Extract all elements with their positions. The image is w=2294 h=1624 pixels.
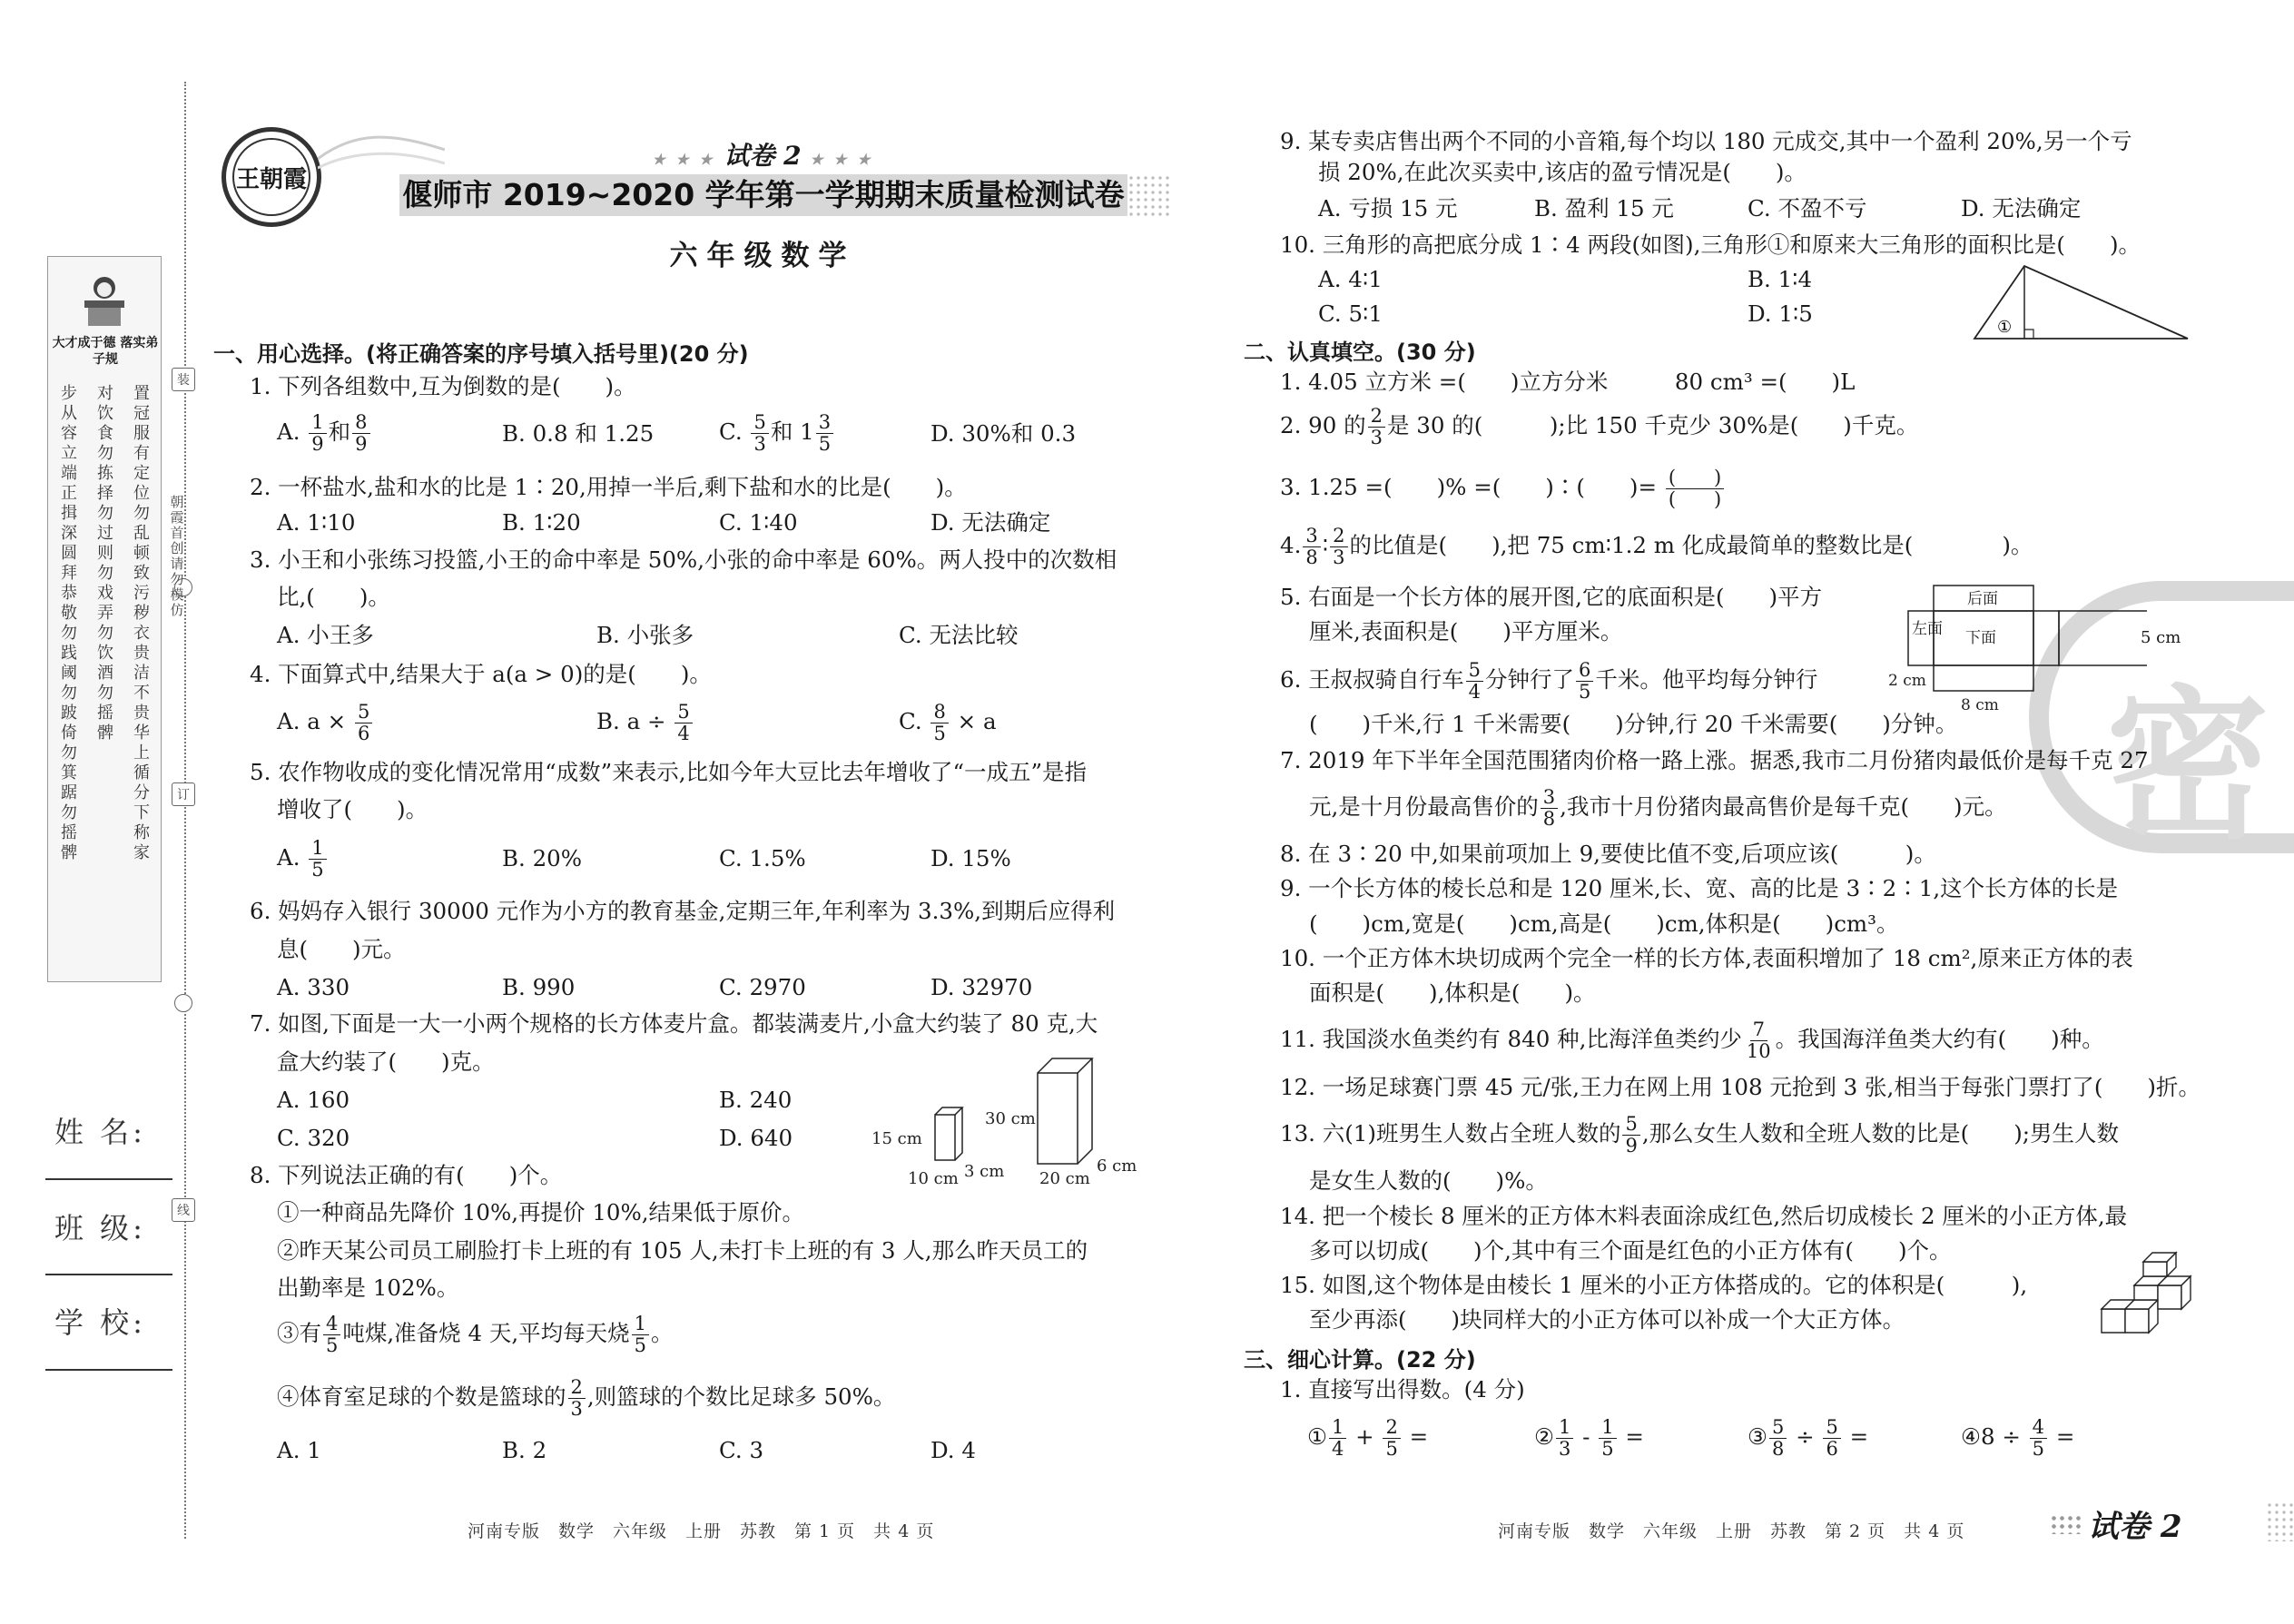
calc-1-item-b [1534, 1418, 1644, 1459]
item-label: ② [1534, 1423, 1554, 1450]
exam-subtitle: 六年级数学 [669, 240, 856, 272]
small-box-height: 15 cm [871, 1129, 922, 1148]
cube-face [2102, 1309, 2125, 1333]
fill-text: ∶ [1322, 532, 1329, 558]
fill-14-line-1: 14. 把一个棱长 8 厘米的正方体木料表面涂成红色,然后切成棱长 2 厘米的小正方体,最 [1280, 1203, 2128, 1229]
q2-option-d: D. 无法确定 [930, 509, 1051, 536]
fraction [1329, 1418, 1346, 1459]
q2-option-b: B. 1∶20 [502, 509, 581, 536]
ribbon-decoration [318, 123, 445, 177]
big-box-width: 20 cm [1039, 1169, 1090, 1188]
cube-face [2143, 1262, 2167, 1276]
denominator: 4 [1468, 681, 1482, 703]
fraction [1330, 527, 1347, 567]
fraction [309, 839, 326, 880]
fraction [816, 413, 833, 454]
q9-option-d: D. 无法确定 [1961, 195, 2082, 221]
fill-2 [1280, 407, 1918, 448]
option-text: 和 1 [770, 418, 814, 445]
section-3-title: 三、细心计算。(22 分) [1244, 1347, 1476, 1373]
fraction [1303, 527, 1320, 567]
calc-1: 1. 直接写出得数。(4 分) [1280, 1376, 1525, 1403]
big-box-top [1038, 1058, 1092, 1073]
q1-option-b: B. 0.8 和 1.25 [502, 420, 655, 447]
net-front-face [1934, 665, 2033, 691]
fill-text: 是 30 的( );比 150 千克少 30%是( )千克。 [1387, 412, 1919, 438]
equals: = [1849, 1423, 1869, 1450]
small-box-depth: 3 cm [964, 1162, 1005, 1181]
q2-option-a: A. 1∶10 [277, 509, 356, 536]
q3-option-a: A. 小王多 [277, 622, 374, 648]
question-6-line-1: 6. 妈妈存入银行 30000 元作为小方的教育基金,定期三年,年利率为 3.3%,到期后应得利 [250, 898, 1116, 924]
item-label: ① [1307, 1423, 1327, 1450]
section-1-title: 一、用心选择。(将正确答案的序号填入括号里)(20 分) [213, 341, 749, 367]
fraction [632, 1314, 649, 1355]
fraction [1368, 407, 1385, 448]
fraction [1622, 1115, 1639, 1156]
q3-option-c: C. 无法比较 [899, 622, 1019, 648]
fraction [1556, 1418, 1573, 1459]
numerator: 1 [1599, 1418, 1616, 1439]
option-text: × a [957, 708, 997, 734]
fraction [2030, 1418, 2047, 1459]
numerator: 8 [352, 413, 369, 434]
numerator: 4 [2030, 1418, 2047, 1439]
motto-column-2: 对饮食勿拣择勿过则勿戏弄勿饮酒勿摇髀 [97, 384, 113, 743]
fill-4 [1280, 527, 2033, 567]
fraction [568, 1378, 586, 1419]
fill-text: 4. [1280, 532, 1302, 558]
question-5-line-2: 增收了( )。 [277, 796, 428, 822]
q1-option-d: D. 30%和 0.3 [930, 420, 1077, 447]
fill-text: 分钟行了 [1485, 666, 1575, 693]
fill-7-line-1: 7. 2019 年下半年全国范围猪肉价格一路上涨。据悉,我市二月份猪肉最低价是每千克 27 [1280, 747, 2149, 773]
fill-9-line-1: 9. 一个长方体的棱长总和是 120 厘米,长、宽、高的比是 3∶2∶1,这个长方体的长是 [1280, 875, 2119, 901]
denominator: 9 [355, 433, 368, 455]
question-2: 2. 一杯盐水,盐和水的比是 1∶20,用掉一半后,剩下盐和水的比是( )。 [250, 474, 967, 500]
fill-3 [1280, 468, 1726, 509]
small-box-front [935, 1115, 955, 1160]
seal-watermark-char: 密 [2106, 670, 2270, 861]
fill-13-line-1 [1280, 1115, 2119, 1156]
question-4: 4. 下面算式中,结果大于 a(a > 0)的是( )。 [250, 661, 712, 687]
statement-text: ④体育室足球的个数是篮球的 [277, 1383, 566, 1410]
cuboid-net-figure [1884, 581, 2147, 717]
numerator-blank[interactable]: ( ) [1666, 468, 1724, 489]
denominator: 6 [358, 723, 370, 744]
stacked-cubes-figure [2097, 1245, 2201, 1345]
q9-option-c: C. 不盈不亏 [1748, 195, 1867, 221]
paper-label-footer: 试卷 2 [2088, 1509, 2182, 1545]
motto-column-3: 置冠服有定位勿乱顿致污秽衣贵洁不贵华上循分下称家 [133, 384, 150, 862]
fill-10-line-2: 面积是( ),体积是( )。 [1309, 979, 1596, 1006]
denominator: 5 [818, 433, 832, 455]
q8-statement-1: ①一种商品先降价 10%,再提价 10%,结果低于原价。 [277, 1199, 805, 1225]
net-width-label: 8 cm [1961, 696, 1999, 714]
option-text: A. a × [277, 708, 347, 734]
cube-face [2125, 1309, 2149, 1333]
q8-statement-4 [277, 1378, 895, 1419]
q10-option-b: B. 1∶4 [1748, 266, 1813, 292]
fraction [309, 413, 326, 454]
q4-option-b [596, 703, 694, 743]
fraction [1599, 1418, 1616, 1459]
calc-1-item-c [1748, 1418, 1868, 1459]
fill-9-line-2: ( )cm,宽是( )cm,高是( )cm,体积是( )cm³。 [1309, 910, 1899, 937]
net-right-face [2033, 611, 2059, 665]
option-label: C. [719, 418, 743, 445]
fraction [1383, 1418, 1400, 1459]
denominator: 5 [1385, 1438, 1398, 1460]
numerator: 1 [309, 839, 326, 860]
equals: = [2055, 1423, 2075, 1450]
statement-text: ③有 [277, 1320, 321, 1346]
numerator: 1 [1556, 1418, 1573, 1439]
question-3-line-1: 3. 小王和小张练习投篮,小王的命中率是 50%,小张的命中率是 60%。两人投中的次数相 [250, 546, 1117, 573]
q5-option-a [277, 839, 329, 880]
denominator: 5 [1601, 1438, 1614, 1460]
statement-text: 。 [651, 1320, 674, 1346]
fraction [323, 1314, 340, 1355]
fraction [352, 413, 369, 454]
cut-mark-zhuang [172, 368, 195, 391]
calc-1-item-a [1307, 1418, 1428, 1459]
question-7-line-2: 盒大约装了( )克。 [277, 1048, 495, 1075]
item-label: ③ [1748, 1423, 1767, 1450]
net-back-label: 后面 [1967, 590, 1998, 608]
fill-text: 3. 1.25 =( )% =( )∶( )= [1280, 474, 1658, 500]
denominator: 5 [1579, 681, 1591, 703]
numerator: 7 [1750, 1020, 1767, 1041]
fraction [751, 413, 768, 454]
numerator: 6 [1576, 661, 1593, 682]
copyright-note: 朝霞首创 请勿模仿 [170, 494, 184, 618]
cereal-box-figure [862, 1053, 1153, 1189]
q3-option-b: B. 小张多 [596, 622, 694, 648]
question-9-line-2: 损 20%,在此次买卖中,该店的盈亏情况是( )。 [1318, 159, 1807, 185]
numerator: 5 [1622, 1115, 1639, 1136]
option-label: C. [899, 708, 922, 734]
question-7-line-1: 7. 如图,下面是一大一小两个规格的长方体麦片盒。都装满麦片,小盒大约装了 80 克,大 [250, 1010, 1098, 1037]
right-angle-mark [2024, 330, 2033, 339]
question-8: 8. 下列说法正确的有( )个。 [250, 1162, 563, 1188]
fill-text: 千米。他平均每分钟行 [1595, 666, 1818, 693]
numerator: 5 [355, 703, 372, 723]
q2-option-c: C. 1∶40 [719, 509, 798, 536]
motto-column-1: 步从容立端正揖深圆拜恭敬勿践阈勿跛倚勿箕踞勿摇髀 [61, 384, 77, 862]
fill-13-line-2: 是女生人数的( )%。 [1309, 1167, 1548, 1194]
fill-text: 元,是十月份最高售价的 [1309, 793, 1539, 820]
q10-option-a: A. 4∶1 [1318, 266, 1383, 292]
net-left-label: 左面 [1912, 620, 1943, 638]
fraction [1466, 661, 1483, 702]
denominator: 8 [1771, 1438, 1785, 1460]
big-box-side [1078, 1058, 1092, 1164]
question-9-line-1: 9. 某专卖店售出两个不同的小音箱,每个均以 180 元成交,其中一个盈利 20%,另一个亏 [1280, 128, 2132, 154]
question-3-line-2: 比,( )。 [277, 584, 390, 610]
left-page-footer: 河南专版 数学 六年级 上册 苏教 第 1 页 共 4 页 [468, 1521, 935, 1541]
fraction [1823, 1418, 1840, 1459]
triangle-figure [1970, 261, 2192, 343]
q5-option-c: C. 1.5% [719, 845, 806, 871]
fill-6-line-2: ( )千米,行 1 千米需要( )分钟,行 20 千米需要( )分钟。 [1309, 711, 1958, 737]
fraction-blank [1666, 468, 1724, 509]
q8-statement-2-line-1: ②昨天某公司员工刷脸打卡上班的有 105 人,未打卡上班的有 3 人,那么昨天员工的 [277, 1237, 1088, 1264]
denominator: 3 [1370, 427, 1383, 448]
fill-5-line-2: 厘米,表面积是( )平方厘米。 [1309, 618, 1623, 645]
numerator: 5 [1466, 661, 1483, 682]
option-label: A. [277, 418, 300, 445]
q7-option-c: C. 320 [277, 1125, 350, 1151]
exam-title: 偃师市 2019~2020 学年第一学期期末质量检测试卷 [402, 177, 1125, 212]
fill-6-line-1 [1280, 661, 1817, 702]
numerator: 4 [323, 1314, 340, 1335]
q4-option-c [899, 703, 997, 743]
question-5-line-1: 5. 农作物收成的变化情况常用“成数”来表示,比如今年大豆比去年增收了“一成五”是指 [250, 759, 1088, 785]
fill-14-line-2: 多可以切成( )个,其中有三个面是红色的小正方体有( )个。 [1309, 1237, 1952, 1264]
denominator: 4 [1331, 1438, 1344, 1460]
denominator: 8 [1305, 546, 1318, 568]
fill-1: 1. 4.05 立方米 =( )立方分米 80 cm³ =( )L [1280, 369, 1856, 395]
q6-option-b: B. 990 [502, 974, 576, 1000]
cut-mark-ding [172, 782, 195, 806]
fill-text: ,我市十月份猪肉最高售价是每千克( )元。 [1560, 793, 2007, 820]
numerator: 5 [751, 413, 768, 434]
fraction [1744, 1020, 1774, 1061]
equals: = [1409, 1423, 1429, 1450]
denominator: 3 [1558, 1438, 1571, 1460]
fill-15-line-1: 15. 如图,这个物体是由棱长 1 厘米的小正方体搭成的。它的体积是( ), [1280, 1272, 2028, 1298]
class-field[interactable] [45, 1274, 172, 1275]
fraction [355, 703, 372, 743]
calc-1-item-d [1961, 1418, 2074, 1459]
q7-option-b: B. 240 [719, 1087, 793, 1113]
fraction [930, 703, 948, 743]
numerator: 5 [1823, 1418, 1840, 1439]
q6-option-d: D. 32970 [930, 974, 1033, 1000]
q8-option-b: B. 2 [502, 1437, 547, 1463]
q5-option-b: B. 20% [502, 845, 583, 871]
option-text: B. a ÷ [596, 708, 666, 734]
brand-logo [222, 127, 321, 227]
small-box-side [955, 1107, 962, 1160]
fraction [1769, 1418, 1787, 1459]
numerator: 5 [1769, 1418, 1787, 1439]
q9-option-b: B. 盈利 15 元 [1534, 195, 1674, 221]
fill-10-line-1: 10. 一个正方体木块切成两个完全一样的长方体,表面积增加了 18 cm²,原来正方体的表 [1280, 945, 2133, 971]
fill-8: 8. 在 3∶20 中,如果前项加上 9,要使比值不变,后项应该( )。 [1280, 841, 1936, 867]
fill-15-line-2: 至少再添( )块同样大的小正方体可以补成一个大正方体。 [1309, 1306, 1905, 1333]
name-field[interactable] [45, 1178, 172, 1180]
denominator-blank[interactable]: ( ) [1668, 488, 1722, 510]
fill-12: 12. 一场足球赛门票 45 元/张,王力在网上用 108 元抢到 3 张,相当于每张门票打了( )折。 [1280, 1074, 2200, 1100]
denominator: 5 [311, 859, 324, 881]
q1-option-a [277, 413, 372, 454]
school-label: 学 校: [54, 1305, 146, 1340]
net-top-face [2059, 611, 2147, 665]
cut-line [184, 82, 186, 1539]
big-box-front [1038, 1073, 1078, 1164]
denominator: 5 [634, 1334, 646, 1356]
numerator: 3 [1303, 527, 1320, 547]
statement-text: ,则篮球的个数比足球多 50%。 [586, 1383, 896, 1410]
q5-option-d: D. 15% [930, 845, 1011, 871]
numerator: 3 [1541, 788, 1558, 809]
numerator: 2 [568, 1378, 586, 1399]
numerator: 5 [674, 703, 692, 723]
fill-text: 。我国海洋鱼类大约有( )种。 [1775, 1026, 2104, 1052]
net-height-label: 2 cm [1888, 672, 1926, 690]
small-box-top [935, 1107, 962, 1115]
statement-text: 吨煤,准备烧 4 天,平均每天烧 [342, 1320, 630, 1346]
cut-mark-text: 装 [177, 373, 190, 388]
question-6-line-2: 息( )元。 [277, 936, 406, 962]
operator: - [1582, 1423, 1590, 1450]
banner-dots [1127, 174, 1171, 216]
big-box-height: 30 cm [985, 1109, 1036, 1128]
cut-mark-text: 线 [177, 1204, 190, 1218]
denominator: 9 [311, 433, 324, 455]
question-1: 1. 下列各组数中,互为倒数的是( )。 [250, 373, 636, 399]
q6-option-a: A. 330 [277, 974, 350, 1000]
triangle-label: ① [1997, 318, 2013, 337]
q8-statement-3 [277, 1314, 674, 1355]
binding-hole-icon [174, 994, 192, 1012]
numerator: 1 [1329, 1418, 1346, 1439]
denominator: 6 [1826, 1438, 1838, 1460]
section-2-title: 二、认真填空。(30 分) [1244, 340, 1476, 365]
cube-face [2134, 1285, 2158, 1300]
q4-option-a [277, 703, 374, 743]
denominator: 8 [1542, 808, 1556, 830]
option-label: A. [277, 844, 300, 871]
net-length-label: 5 cm [2141, 628, 2181, 647]
denominator: 10 [1746, 1040, 1771, 1062]
fraction [1541, 788, 1558, 829]
numerator: 1 [309, 413, 326, 434]
net-bottom-label: 下面 [1965, 629, 1996, 647]
denominator: 3 [753, 433, 766, 455]
numerator: 1 [632, 1314, 649, 1335]
question-10: 10. 三角形的高把底分成 1∶4 两段(如图),三角形①和原来大三角形的面积比是( )。 [1280, 231, 2141, 258]
fill-11 [1280, 1020, 2104, 1061]
q8-option-c: C. 3 [719, 1437, 764, 1463]
q8-option-a: A. 1 [277, 1437, 321, 1463]
numerator: 8 [930, 703, 948, 723]
denominator: 5 [326, 1334, 339, 1356]
paper-label-text: 试卷 2 [724, 141, 802, 171]
denominator: 3 [570, 1398, 583, 1420]
denominator: 4 [677, 723, 690, 744]
class-label: 班 级: [54, 1211, 146, 1245]
big-box-depth: 6 cm [1097, 1156, 1137, 1176]
stars-left: ★ ★ ★ [652, 151, 715, 168]
paper-label [635, 136, 890, 172]
numerator: 3 [816, 413, 833, 434]
equals: = [1625, 1423, 1644, 1450]
q8-option-d: D. 4 [930, 1437, 976, 1463]
denominator: 5 [2032, 1438, 2045, 1460]
fill-text: 的比值是( ),把 75 cm∶1.2 m 化成最简单的整数比是( )。 [1349, 532, 2033, 558]
q10-option-d: D. 1∶5 [1748, 300, 1813, 327]
fill-7-line-2 [1309, 788, 2007, 829]
fraction [1576, 661, 1593, 702]
fill-text: 6. 王叔叔骑自行车 [1280, 666, 1464, 693]
fraction [674, 703, 692, 743]
q1-option-c [719, 413, 835, 454]
scholar-icon [75, 273, 133, 328]
paper-label-dots [2050, 1514, 2082, 1534]
operator: + [1355, 1423, 1374, 1450]
numerator: 2 [1368, 407, 1385, 428]
motto-caption: 大才成于德 落实弟子规 [52, 336, 159, 367]
numerator: 2 [1330, 527, 1347, 547]
item-label: ④8 ÷ [1961, 1423, 2021, 1450]
fill-text: 13. 六(1)班男生人数占全班人数的 [1280, 1120, 1621, 1147]
q10-option-c: C. 5∶1 [1318, 300, 1383, 327]
fill-text: 11. 我国淡水鱼类约有 840 种,比海洋鱼类约少 [1280, 1026, 1742, 1052]
q8-statement-2-line-2: 出勤率是 102%。 [277, 1275, 459, 1301]
net-left-face [1908, 611, 1934, 665]
cube-face [2158, 1285, 2181, 1309]
fill-5-line-1: 5. 右面是一个长方体的展开图,它的底面积是( )平方 [1280, 584, 1823, 610]
small-box-width: 10 cm [908, 1169, 959, 1188]
cut-mark-xian [172, 1198, 195, 1222]
denominator: 3 [1333, 546, 1345, 568]
denominator: 5 [933, 723, 946, 744]
logo-text: 王朝霞 [235, 165, 307, 193]
denominator: 9 [1625, 1135, 1638, 1156]
q9-option-a: A. 亏损 15 元 [1318, 195, 1458, 221]
paper-label-footer-pattern [2266, 1501, 2294, 1541]
operator: ÷ [1796, 1423, 1815, 1450]
cut-mark-text: 订 [177, 788, 190, 802]
name-label: 姓 名: [54, 1115, 146, 1149]
q7-option-a: A. 160 [277, 1087, 350, 1113]
q6-option-c: C. 2970 [719, 974, 806, 1000]
school-field[interactable] [45, 1369, 172, 1371]
fill-text: 2. 90 的 [1280, 412, 1366, 438]
q7-option-d: D. 640 [719, 1125, 793, 1151]
motto-panel [47, 256, 162, 982]
fill-text: ,那么女生人数和全班人数的比是( );男生人数 [1641, 1120, 2120, 1147]
right-page-footer: 河南专版 数学 六年级 上册 苏教 第 2 页 共 4 页 [1498, 1521, 1965, 1541]
option-text: 和 [328, 418, 351, 445]
numerator: 2 [1383, 1418, 1400, 1439]
stars-right: ★ ★ ★ [810, 151, 873, 168]
